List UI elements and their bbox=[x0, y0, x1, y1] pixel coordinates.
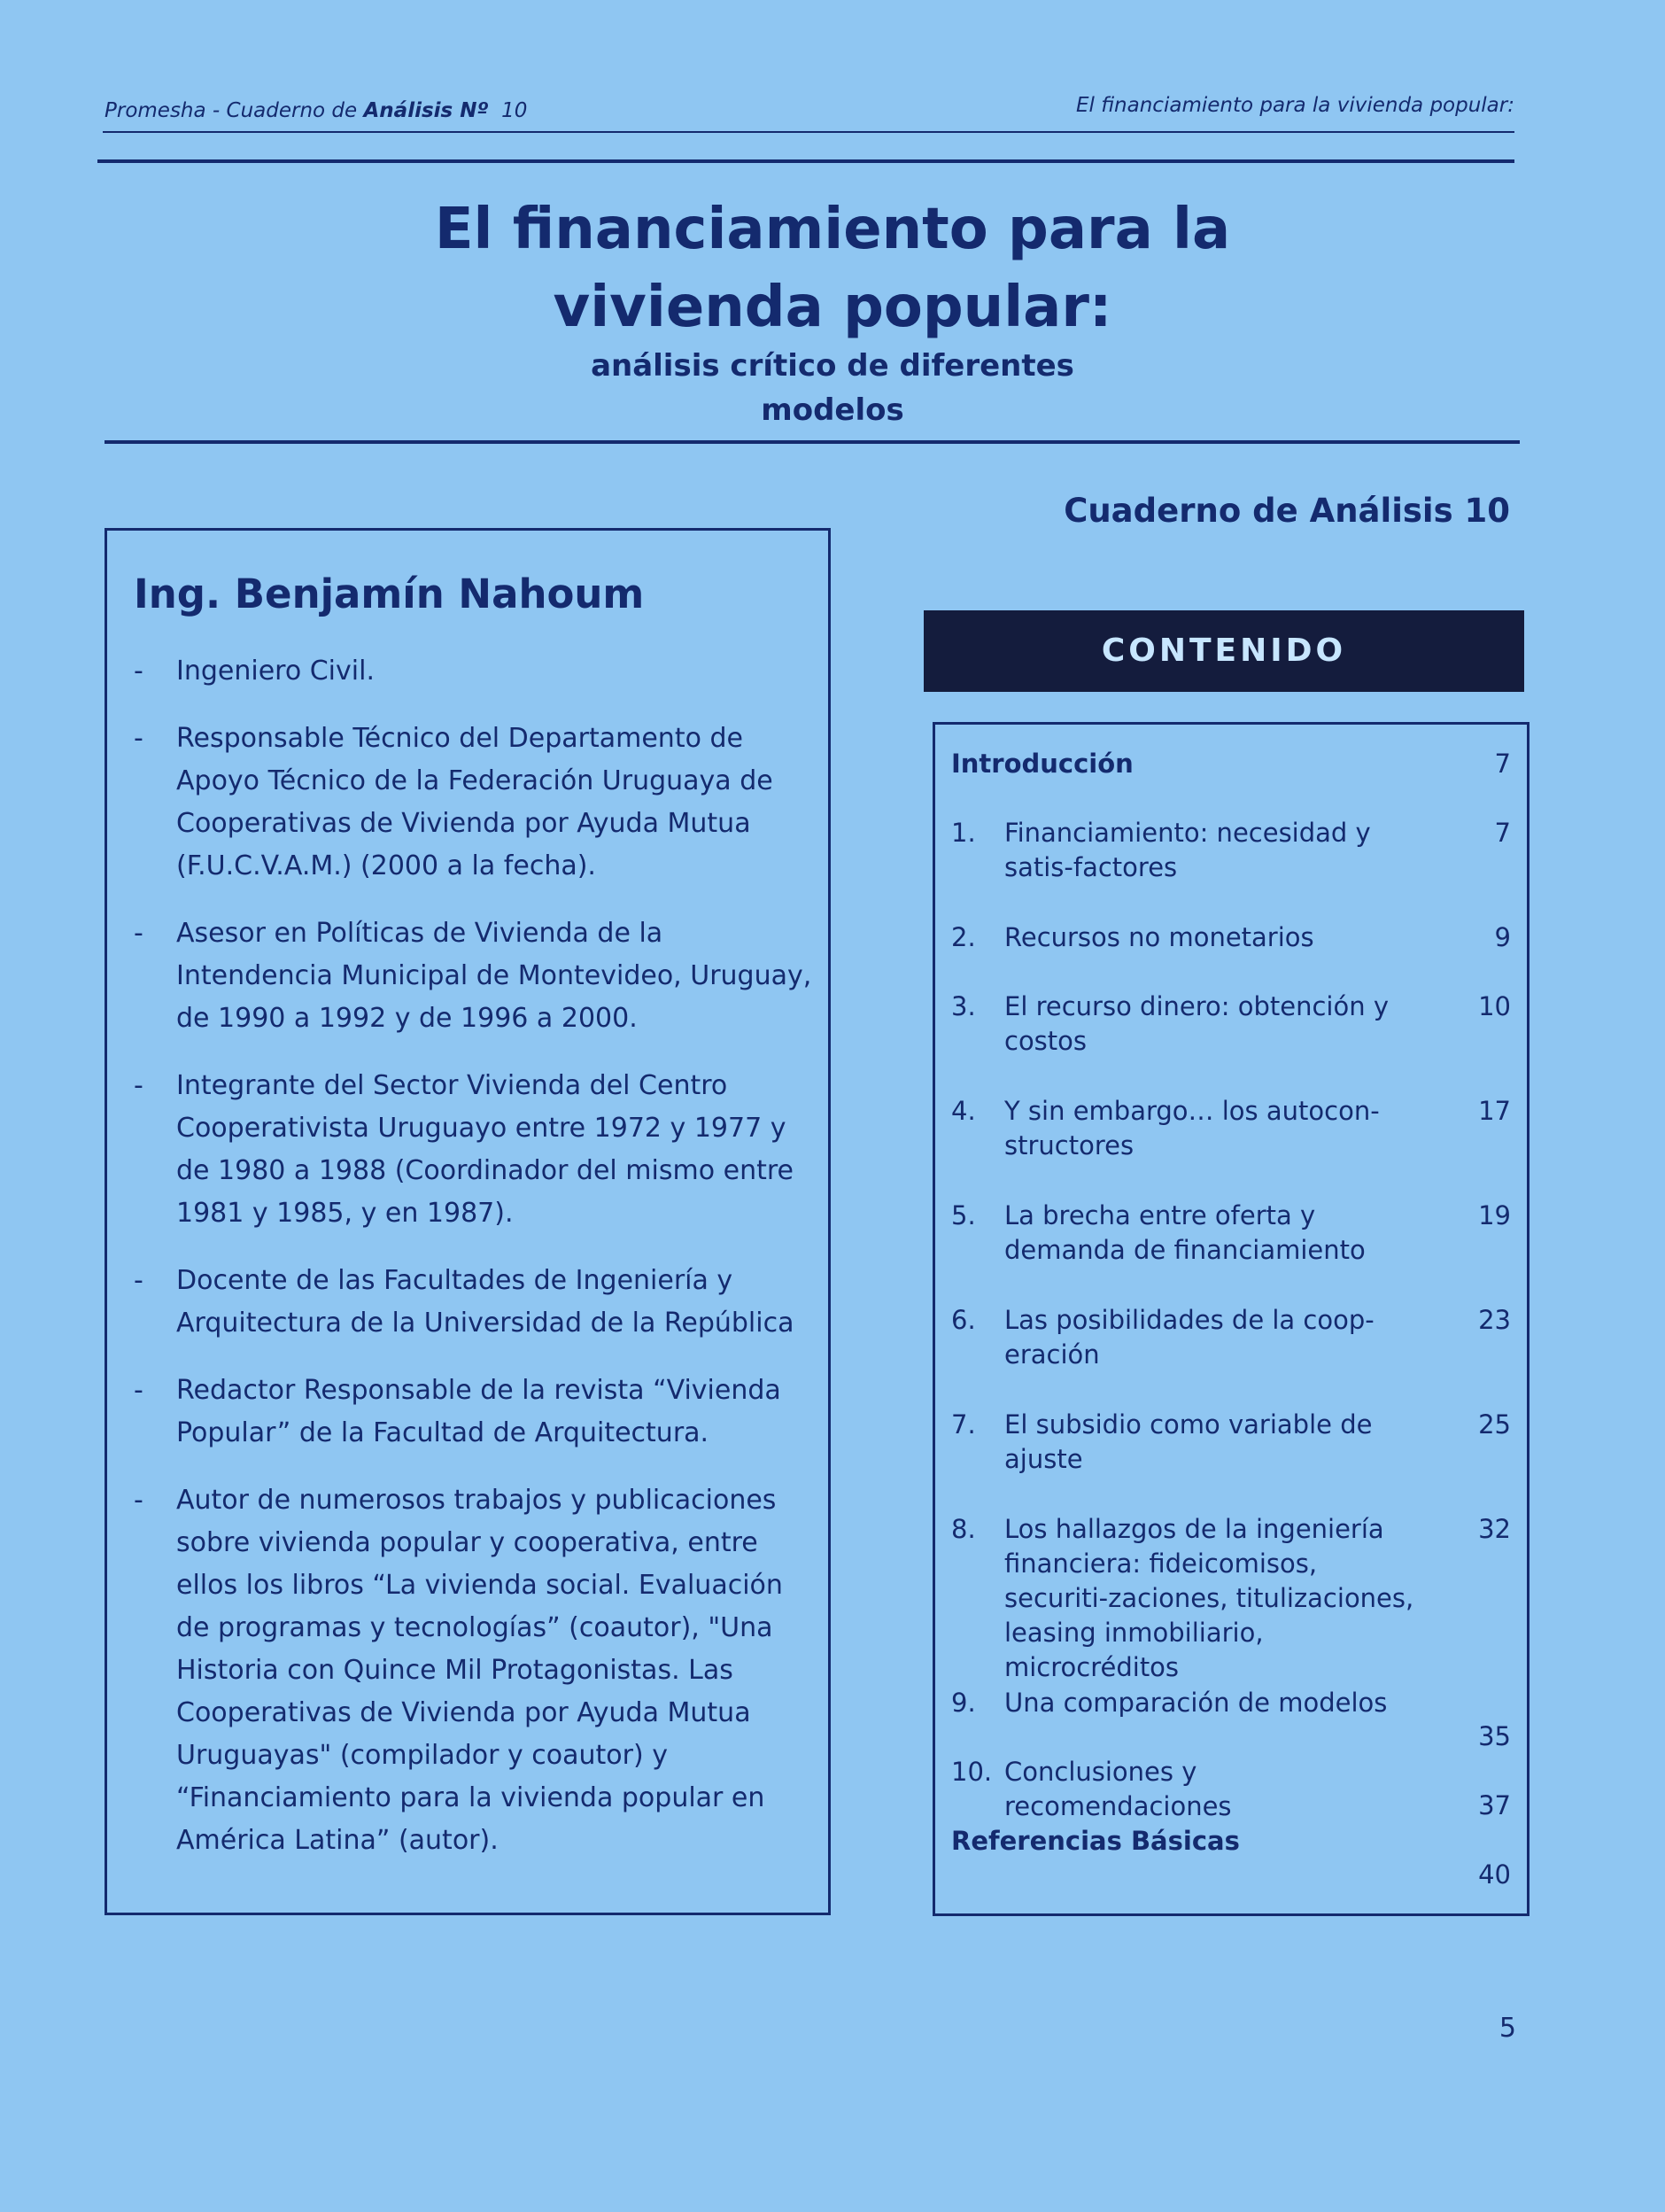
toc-item-text: El subsidio como variable de ajuste bbox=[1004, 1409, 1373, 1474]
page-number: 5 bbox=[1498, 2013, 1516, 2044]
series-label: Cuaderno de Análisis 10 bbox=[1064, 492, 1510, 530]
toc-item-number: 4. bbox=[951, 1096, 976, 1126]
bio-item: - Autor de numerosos trabajos y publicaciones sobre vivienda popular y cooperativa, entre ellos los libros “La vivienda social. Evaluación de programas y tecnologías” (coautor), "Una Historia con Quince Mil Protagonistas. Las Cooperativas de Vivienda por Ayuda Mutua Uruguayas" (compilador y coautor) y “Financiamiento para la vivienda popular en América Latina” (autor). bbox=[134, 1479, 816, 1862]
toc-item-text: Recursos no monetarios bbox=[1004, 922, 1314, 952]
subtitle-line-1: análisis crítico de diferentes bbox=[591, 348, 1074, 384]
toc-item-text: Financiamiento: necesidad y satis-factores bbox=[1004, 818, 1371, 882]
bio-item: - Redactor Responsable de la revista “Vivienda Popular” de la Facultad de Arquitectura. bbox=[134, 1370, 816, 1455]
bio-item: - Integrante del Sector Vivienda del Centro Cooperativista Uruguayo entre 1972 y 1977 y de 1980 a 1988 (Coordinador del mismo entre 1981 y 1985, y en 1987). bbox=[134, 1065, 816, 1235]
toc-item-text: Conclusiones y recomendaciones bbox=[1004, 1757, 1232, 1821]
toc-item-number: 7. bbox=[951, 1409, 976, 1440]
toc-references-page: 40 bbox=[1478, 1859, 1511, 1890]
toc-item-text: La brecha entre oferta y demanda de financiamiento bbox=[1004, 1200, 1366, 1265]
document-title bbox=[0, 190, 1665, 346]
running-header-number: 10 bbox=[501, 99, 528, 122]
toc-item-page: 23 bbox=[1478, 1305, 1511, 1335]
author-bio-list bbox=[134, 650, 816, 1887]
toc-item-text: El recurso dinero: obtención y costos bbox=[1004, 991, 1389, 1056]
toc-item-page: 32 bbox=[1478, 1514, 1511, 1544]
title-line-2: vivienda popular: bbox=[553, 275, 1112, 340]
toc-item-text: Las posibilidades de la coop-eración bbox=[1004, 1305, 1375, 1370]
author-name: Ing. Benjamín Nahoum bbox=[134, 570, 645, 617]
toc-intro-page: 7 bbox=[1494, 749, 1511, 779]
toc-references-label: Referencias Básicas bbox=[951, 1826, 1240, 1856]
toc-item-page: 9 bbox=[1494, 922, 1511, 952]
bio-item: - Responsable Técnico del Departamento de Apoyo Técnico de la Federación Uruguaya de Cooperativas de Vivienda por Ayuda Mutua (F.U.C.V.A.M.) (2000 a la fecha). bbox=[134, 718, 816, 888]
header-thick-rule bbox=[97, 159, 1514, 163]
contents-heading: CONTENIDO bbox=[924, 610, 1524, 692]
toc-item-number: 3. bbox=[951, 991, 976, 1021]
toc-item-text: Y sin embargo… los autocon-structores bbox=[1004, 1096, 1380, 1160]
document-subtitle bbox=[0, 344, 1665, 432]
toc-item-text: Una comparación de modelos bbox=[1004, 1688, 1388, 1718]
title-rule bbox=[105, 440, 1520, 444]
toc-intro-label: Introducción bbox=[951, 749, 1134, 779]
toc-item-number: 9. bbox=[951, 1688, 976, 1718]
running-header-bold: Análisis Nº bbox=[363, 99, 489, 122]
subtitle-line-2: modelos bbox=[761, 392, 904, 428]
bio-item: - Ingeniero Civil. bbox=[134, 650, 816, 693]
toc-item-page: 7 bbox=[1494, 818, 1511, 848]
toc-item-page: 35 bbox=[1478, 1721, 1511, 1751]
toc-item-page: 19 bbox=[1478, 1200, 1511, 1230]
toc-item-page: 25 bbox=[1478, 1409, 1511, 1440]
running-header-left bbox=[105, 99, 527, 122]
contents-box bbox=[933, 722, 1529, 1916]
toc-item-number: 10. bbox=[951, 1757, 993, 1787]
running-header-right: El financiamiento para la vivienda popular: bbox=[1075, 94, 1514, 117]
title-line-1: El financiamiento para la bbox=[434, 197, 1231, 262]
toc-item-number: 5. bbox=[951, 1200, 976, 1230]
toc-item-page: 10 bbox=[1478, 991, 1511, 1021]
toc-item-number: 2. bbox=[951, 922, 976, 952]
toc-item-page: 37 bbox=[1478, 1790, 1511, 1820]
toc-item-number: 1. bbox=[951, 818, 976, 848]
header-thin-rule bbox=[103, 131, 1514, 133]
author-box bbox=[105, 528, 831, 1915]
toc-item-number: 6. bbox=[951, 1305, 976, 1335]
toc-item-page: 17 bbox=[1478, 1096, 1511, 1126]
toc-item-text: Los hallazgos de la ingeniería financiera: fideicomisos, securiti-zaciones, titulizaciones, leasing inmobiliario, microcréditos bbox=[1004, 1514, 1414, 1682]
running-header-prefix: Promesha - Cuaderno de bbox=[105, 99, 364, 122]
bio-item: - Docente de las Facultades de Ingeniería y Arquitectura de la Universidad de la República bbox=[134, 1260, 816, 1345]
bio-item: - Asesor en Políticas de Vivienda de la Intendencia Municipal de Montevideo, Uruguay, de 1990 a 1992 y de 1996 a 2000. bbox=[134, 912, 816, 1040]
toc-item-number: 8. bbox=[951, 1514, 976, 1544]
